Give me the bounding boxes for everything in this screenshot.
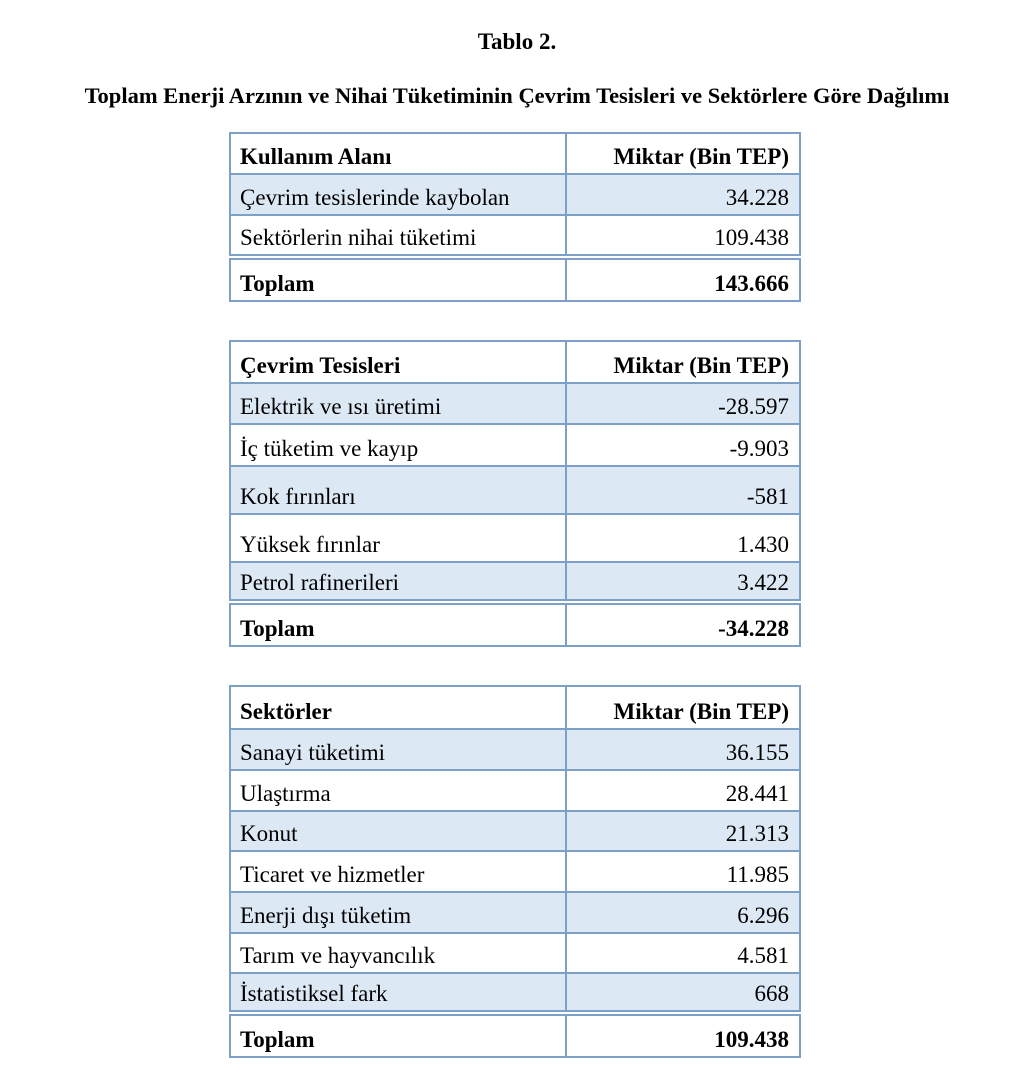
row-value: 21.313 bbox=[566, 811, 800, 851]
row-value: 34.228 bbox=[566, 174, 800, 215]
row-value: -581 bbox=[566, 466, 800, 514]
table-row bbox=[230, 514, 800, 562]
total-value: 109.438 bbox=[566, 1013, 800, 1057]
row-label: Sektörlerin nihai tüketimi bbox=[230, 215, 566, 257]
row-label: Ulaştırma bbox=[230, 770, 566, 811]
total-label: Toplam bbox=[230, 602, 566, 646]
row-label: Petrol rafinerileri bbox=[230, 562, 566, 602]
row-value: 11.985 bbox=[566, 851, 800, 892]
row-value: 109.438 bbox=[566, 215, 800, 257]
total-row bbox=[230, 1013, 800, 1057]
row-label: Elektrik ve ısı üretimi bbox=[230, 383, 566, 424]
column-header-amount: Miktar (Bin TEP) bbox=[566, 133, 800, 174]
table-header-row bbox=[230, 686, 800, 729]
table-row bbox=[230, 424, 800, 466]
total-row bbox=[230, 257, 800, 301]
table-row bbox=[230, 933, 800, 973]
row-label: Kok fırınları bbox=[230, 466, 566, 514]
row-value: 28.441 bbox=[566, 770, 800, 811]
table-row bbox=[230, 174, 800, 215]
table-header-row bbox=[230, 341, 800, 383]
total-value: 143.666 bbox=[566, 257, 800, 301]
table-row bbox=[230, 770, 800, 811]
table-row bbox=[230, 811, 800, 851]
row-value: 6.296 bbox=[566, 892, 800, 933]
row-label: İç tüketim ve kayıp bbox=[230, 424, 566, 466]
table-number: Tablo 2. bbox=[477, 29, 557, 54]
table-row bbox=[230, 383, 800, 424]
row-label: Çevrim tesislerinde kaybolan bbox=[230, 174, 566, 215]
column-header-label: Sektörler bbox=[230, 686, 566, 729]
table-header-row bbox=[230, 133, 800, 174]
row-value: 36.155 bbox=[566, 729, 800, 770]
table-row bbox=[230, 215, 800, 257]
row-label: İstatistiksel fark bbox=[230, 973, 566, 1013]
row-label: Yüksek fırınlar bbox=[230, 514, 566, 562]
total-row bbox=[230, 602, 800, 646]
column-header-amount: Miktar (Bin TEP) bbox=[566, 341, 800, 383]
total-label: Toplam bbox=[230, 257, 566, 301]
table-row bbox=[230, 562, 800, 602]
table-row bbox=[230, 892, 800, 933]
row-value: 1.430 bbox=[566, 514, 800, 562]
row-value: 668 bbox=[566, 973, 800, 1013]
usage-area-table bbox=[229, 132, 801, 302]
row-value: -28.597 bbox=[566, 383, 800, 424]
row-label: Sanayi tüketimi bbox=[230, 729, 566, 770]
row-label: Tarım ve hayvancılık bbox=[230, 933, 566, 973]
row-label: Ticaret ve hizmetler bbox=[230, 851, 566, 892]
row-label: Enerji dışı tüketim bbox=[230, 892, 566, 933]
table-row bbox=[230, 851, 800, 892]
row-value: -9.903 bbox=[566, 424, 800, 466]
table-row bbox=[230, 729, 800, 770]
conversion-facilities-table bbox=[229, 340, 801, 647]
table-row bbox=[230, 466, 800, 514]
sectors-table bbox=[229, 685, 801, 1058]
column-header-amount: Miktar (Bin TEP) bbox=[566, 686, 800, 729]
row-label: Konut bbox=[230, 811, 566, 851]
total-label: Toplam bbox=[230, 1013, 566, 1057]
row-value: 4.581 bbox=[566, 933, 800, 973]
table-row bbox=[230, 973, 800, 1013]
document-title: Toplam Enerji Arzının ve Nihai Tüketiminin Çevrim Tesisleri ve Sektörlere Göre Dağılımı bbox=[84, 83, 950, 108]
column-header-label: Çevrim Tesisleri bbox=[230, 341, 566, 383]
column-header-label: Kullanım Alanı bbox=[230, 133, 566, 174]
total-value: -34.228 bbox=[566, 602, 800, 646]
row-value: 3.422 bbox=[566, 562, 800, 602]
